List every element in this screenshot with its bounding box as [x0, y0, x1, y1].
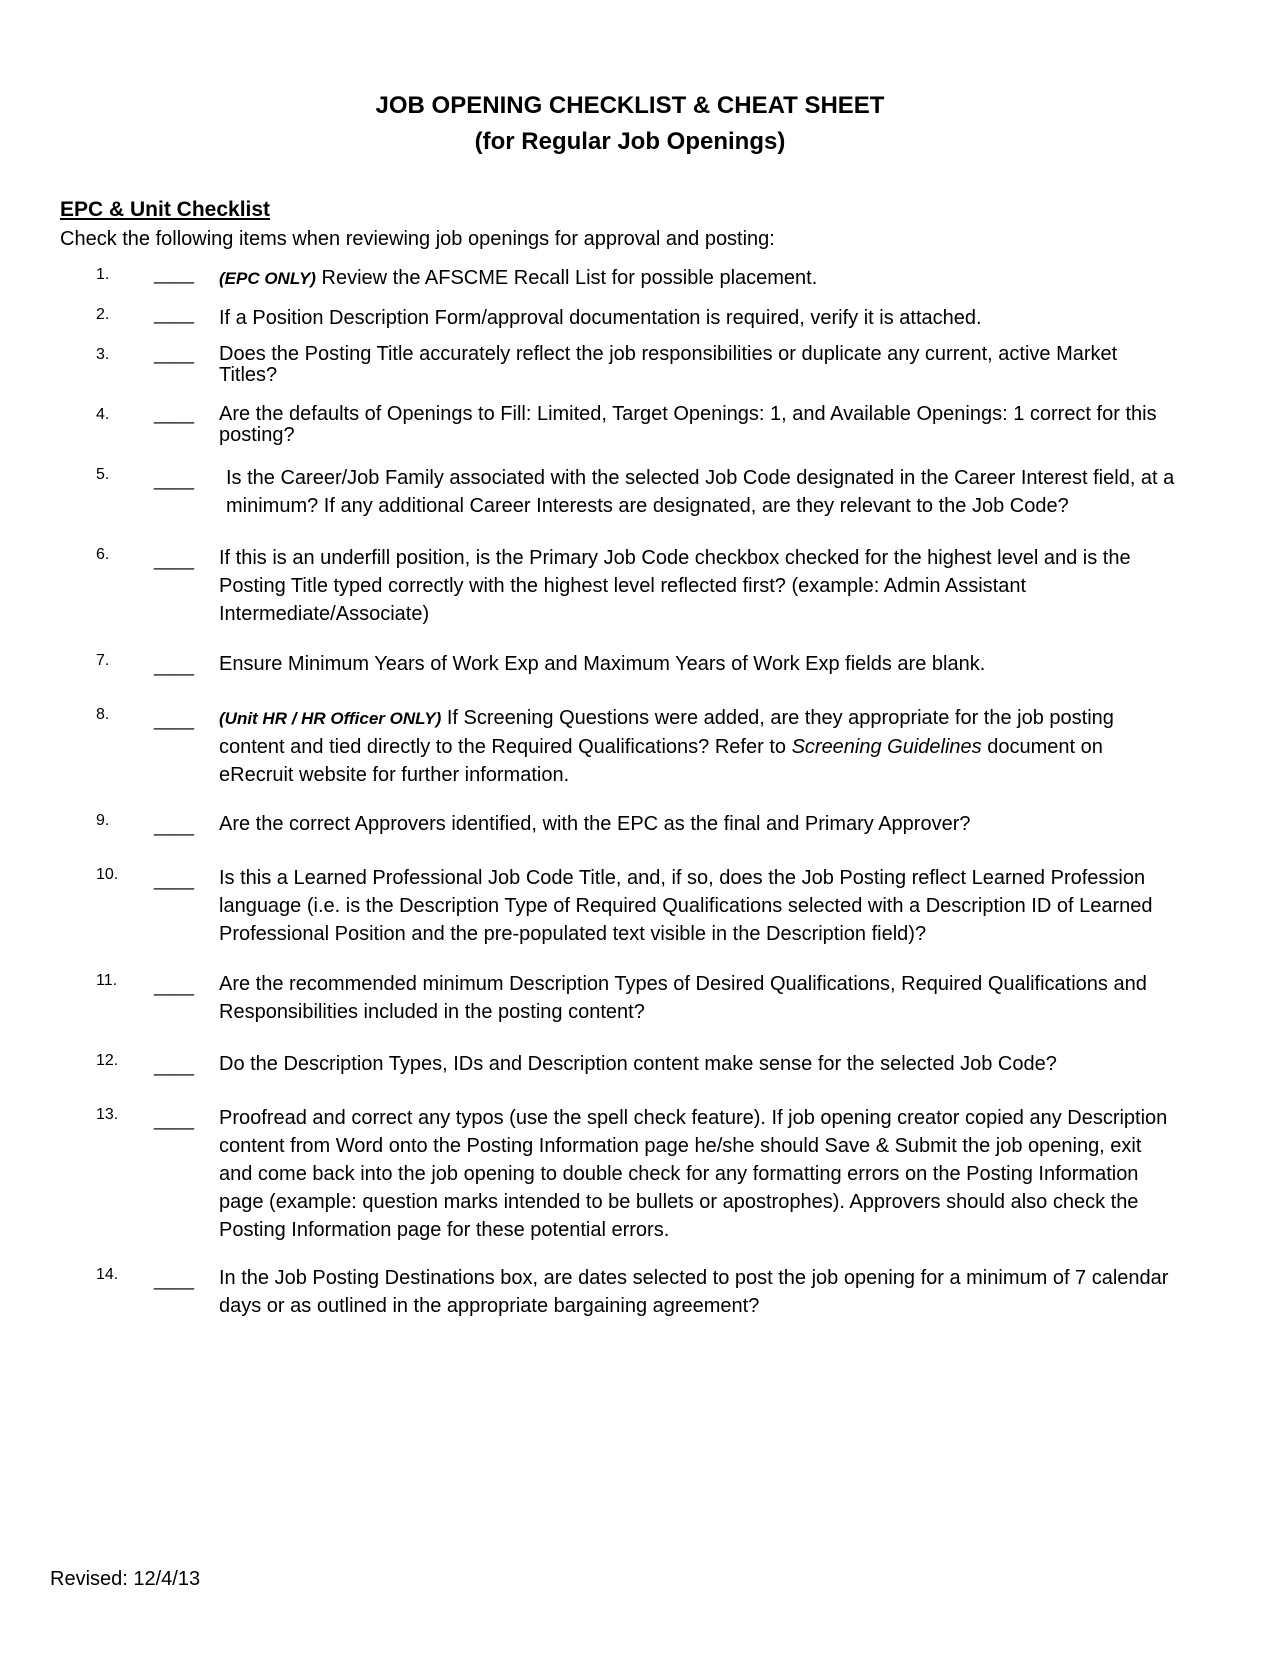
item-prefix: (Unit HR / HR Officer ONLY)	[219, 709, 442, 728]
item-text: Is the Career/Job Family associated with the selected Job Code designated in the Career Interest field, at a minimum? If any additional Career Interests are designated, are they relevant to the Job Code?	[226, 467, 1175, 517]
item-number: 4.	[96, 406, 110, 423]
section-heading: EPC & Unit Checklist	[60, 198, 271, 221]
item-text: Proofread and correct any typos (use the spell check feature). If job opening creator copied any Description content from Word onto the Posting Information page he/she should Save & Submit the job opening, exit and come back into the job opening to double check for any formatting errors on the Posting Information page (example: question marks intended to be bullets or apostrophes). Approvers should also check the Posting Information page for these potential errors.	[219, 1107, 1168, 1241]
check-blank: ____	[154, 1056, 195, 1076]
check-blank: ____	[154, 264, 195, 284]
title-line-2: (for Regular Job Openings)	[474, 128, 786, 155]
document-title	[0, 88, 1260, 160]
check-blank: ____	[154, 656, 195, 676]
check-blank: ____	[154, 1270, 195, 1290]
revised-date: Revised: 12/4/13	[50, 1568, 201, 1590]
item-prefix: (EPC ONLY)	[219, 269, 316, 288]
item-number: 10.	[96, 866, 119, 883]
check-blank: ____	[154, 550, 195, 570]
item-number: 9.	[96, 812, 110, 829]
item-text: Are the correct Approvers identified, with the EPC as the final and Primary Approver?	[219, 813, 971, 835]
item-number: 3.	[96, 346, 110, 363]
item-number: 11.	[96, 972, 118, 989]
item-text: (Unit HR / HR Officer ONLY) If Screening Questions were added, are they appropriate for the job posting content and tied directly to the Required Qualifications? Refer to Screening Guidelines document on eRecruit website for further information.	[219, 707, 1114, 786]
item-text: In the Job Posting Destinations box, are dates selected to post the job opening for a minimum of 7 calendar days or as outlined in the appropriate bargaining agreement?	[219, 1267, 1169, 1317]
item-text: Do the Description Types, IDs and Description content make sense for the selected Job Code?	[219, 1053, 1057, 1075]
item-text: (EPC ONLY) Review the AFSCME Recall List for possible placement.	[219, 267, 818, 289]
check-blank: ____	[154, 1110, 195, 1130]
item-number: 14.	[96, 1266, 119, 1283]
item-number: 5.	[96, 466, 110, 483]
check-blank: ____	[154, 470, 195, 490]
section-intro: Check the following items when reviewing job openings for approval and posting:	[60, 228, 775, 250]
check-blank: ____	[154, 304, 195, 324]
item-text: If a Position Description Form/approval documentation is required, verify it is attached.	[219, 307, 982, 329]
document-reference: Screening Guidelines	[791, 736, 982, 758]
check-blank: ____	[154, 710, 195, 730]
item-text: Ensure Minimum Years of Work Exp and Maximum Years of Work Exp fields are blank.	[219, 653, 986, 675]
item-number: 13.	[96, 1106, 119, 1123]
item-text: Are the defaults of Openings to Fill: Limited, Target Openings: 1, and Available Openings: 1 correct for this posting?	[219, 403, 1157, 446]
item-number: 2.	[96, 306, 110, 323]
check-blank: ____	[154, 976, 195, 996]
item-number: 1.	[96, 266, 110, 283]
item-number: 8.	[96, 706, 110, 723]
check-blank: ____	[154, 816, 195, 836]
check-blank: ____	[154, 344, 195, 364]
item-text: Are the recommended minimum Description Types of Desired Qualifications, Required Qualifications and Responsibilities included in the posting content?	[219, 973, 1147, 1023]
item-number: 12.	[96, 1052, 119, 1069]
item-text: Is this a Learned Professional Job Code Title, and, if so, does the Job Posting reflect Learned Profession language (i.e. is the Description Type of Required Qualifications selected with a Description ID of Learned Professional Position and the pre-populated text visible in the Description field)?	[219, 867, 1153, 945]
check-blank: ____	[154, 404, 195, 424]
item-number: 7.	[96, 652, 110, 669]
item-text: Does the Posting Title accurately reflect the job responsibilities or duplicate any current, active Market Titles?	[219, 343, 1118, 386]
item-number: 6.	[96, 546, 110, 563]
item-text: If this is an underfill position, is the Primary Job Code checkbox checked for the highest level and is the Posting Title typed correctly with the highest level reflected first? (example: Admin Assistant Intermediate/Associate)	[219, 547, 1131, 625]
check-blank: ____	[154, 870, 195, 890]
title-line-1: JOB OPENING CHECKLIST & CHEAT SHEET	[375, 92, 885, 119]
